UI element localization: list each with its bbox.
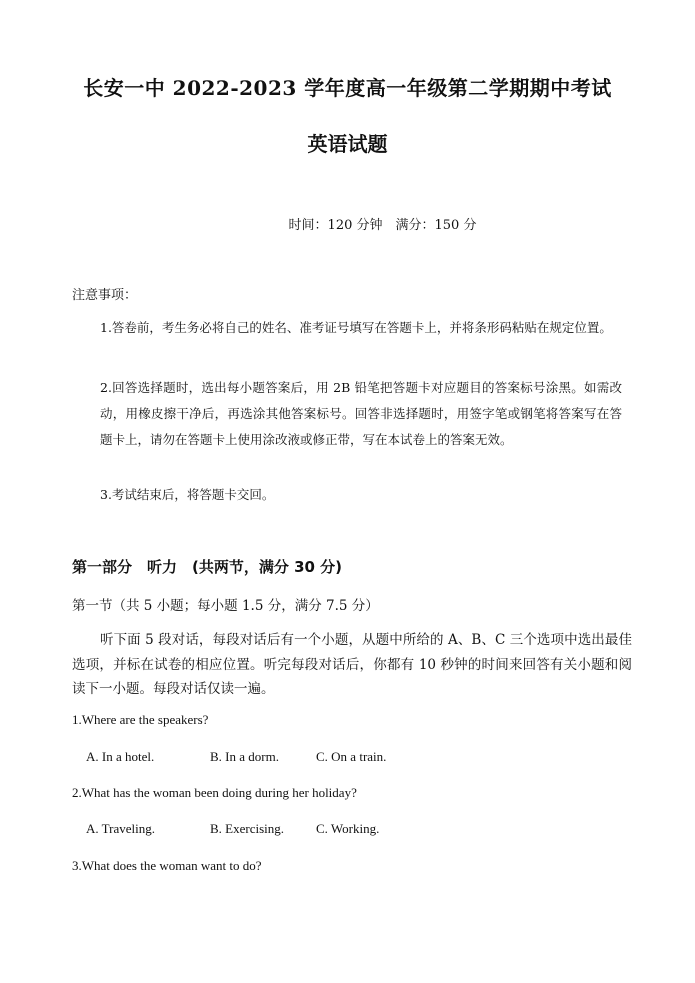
notice-item-2: 2.回答选择题时，选出每小题答案后，用 2B 铅笔把答题卡对应题目的答案标号涂黑。如需改动，用橡皮擦干净后，再选涂其他答案标号。回答非选择题时，用签字笔或钢笔将答案写在答题卡上，请勿在答题卡上使用涂改液或修正带，写在本试卷上的答案无效。 (100, 380, 622, 447)
notice-heading: 注意事项： (72, 288, 138, 303)
exam-info: 时间：120 分钟 满分：150 分 (288, 218, 477, 233)
question-1-option-c: C. On a train. (316, 749, 387, 764)
section-instructions: 听下面 5 段对话，每段对话后有一个小题，从题中所给的 A、B、C 三个选项中选出最佳选项，并标在试卷的相应位置。听完每段对话后，你都有 10 秒钟的时间来回答有关小题和阅读下一小题。每段对话仅读一遍。 (72, 632, 632, 697)
document-title: 长安一中 2022-2023 学年度高一年级第二学期期中考试 (83, 76, 612, 100)
section-heading: 第一节（共 5 小题；每小题 1.5 分，满分 7.5 分） (72, 598, 379, 614)
question-1-option-b: B. In a dorm. (210, 749, 279, 764)
notice-item-1: 1.答卷前，考生务必将自己的姓名、准考证号填写在答题卡上，并将条形码粘贴在规定位置。 (100, 320, 612, 335)
document-subtitle: 英语试题 (307, 132, 388, 156)
question-3: 3.What does the woman want to do? (72, 858, 262, 873)
notice-item-3: 3.考试结束后，将答题卡交回。 (100, 487, 275, 502)
question-2: 2.What has the woman been doing during her holiday? (72, 785, 357, 800)
question-2-option-a: A. Traveling. (86, 821, 155, 836)
question-2-option-c: C. Working. (316, 821, 380, 836)
question-2-option-b: B. Exercising. (210, 821, 285, 836)
question-1-option-a: A. In a hotel. (86, 749, 155, 764)
question-1: 1.Where are the speakers? (72, 712, 209, 727)
part-heading: 第一部分 听力 (共两节，满分 30 分) (72, 558, 343, 576)
